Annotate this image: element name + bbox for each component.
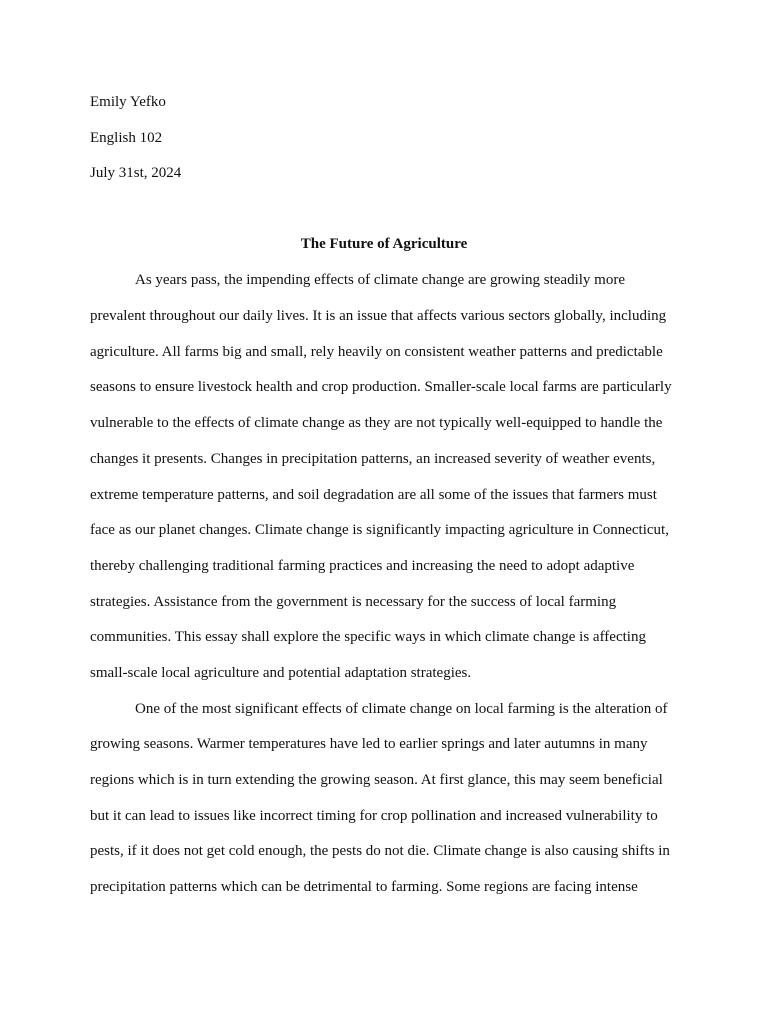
paragraph-1-line-7: extreme temperature patterns, and soil degradation are all some of the issues that farmers must <box>90 487 657 503</box>
paragraph-1-line-1: As years pass, the impending effects of climate change are growing steadily more <box>135 272 625 288</box>
paragraph-2-line-5: pests, if it does not get cold enough, the pests do not die. Climate change is also causing shifts in <box>90 843 670 859</box>
paragraph-1-line-10: strategies. Assistance from the government is necessary for the success of local farming <box>90 594 617 610</box>
essay-date: July 31st, 2024 <box>90 165 182 181</box>
paragraph-2-line-2: growing seasons. Warmer temperatures have led to earlier springs and later autumns in many <box>90 736 648 752</box>
essay-title: The Future of Agriculture <box>300 236 468 252</box>
paragraph-2-line-3: regions which is in turn extending the growing season. At first glance, this may seem beneficial <box>90 772 663 788</box>
paragraph-1-line-4: seasons to ensure livestock health and crop production. Smaller-scale local farms are particularly <box>90 379 672 395</box>
paragraph-1-line-11: communities. This essay shall explore the specific ways in which climate change is affecting <box>90 629 646 645</box>
paragraph-1-line-5: vulnerable to the effects of climate change as they are not typically well-equipped to handle the <box>90 415 663 431</box>
paragraph-1-line-9: thereby challenging traditional farming practices and increasing the need to adopt adaptive <box>90 558 635 574</box>
paragraph-1-line-8: face as our planet changes. Climate change is significantly impacting agriculture in Connecticut, <box>90 522 669 538</box>
paragraph-1-line-3: agriculture. All farms big and small, rely heavily on consistent weather patterns and predictable <box>90 344 663 360</box>
paragraph-2-line-1: One of the most significant effects of climate change on local farming is the alteration of <box>135 701 668 717</box>
paragraph-1-line-2: prevalent throughout our daily lives. It is an issue that affects various sectors globally, including <box>90 308 667 324</box>
paragraph-1-line-6: changes it presents. Changes in precipitation patterns, an increased severity of weather events, <box>90 451 656 467</box>
author-name: Emily Yefko <box>90 94 166 110</box>
paragraph-2-line-6: precipitation patterns which can be detrimental to farming. Some regions are facing intense <box>90 879 638 895</box>
paragraph-1-line-12: small-scale local agriculture and potential adaptation strategies. <box>90 665 472 681</box>
course-name: English 102 <box>90 130 163 146</box>
paragraph-2-line-4: but it can lead to issues like incorrect timing for crop pollination and increased vulnerability to <box>90 808 658 824</box>
